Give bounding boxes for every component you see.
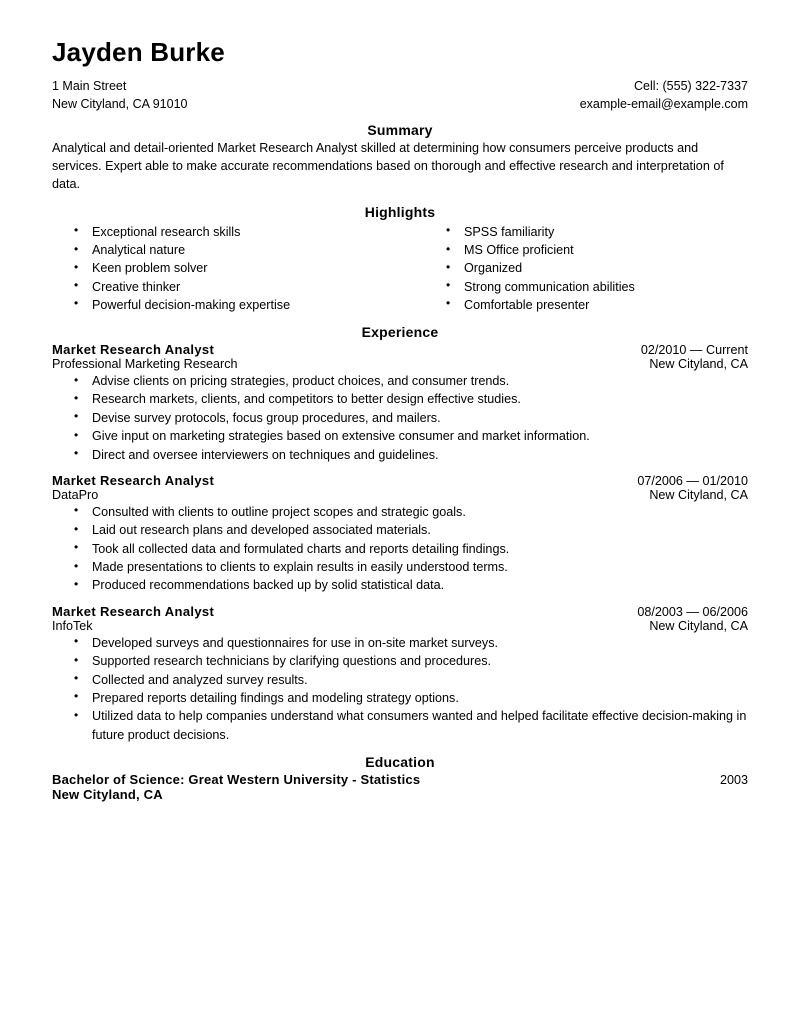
candidate-name: Jayden Burke [52,37,225,67]
highlights-column-left [52,223,400,314]
highlights-column-right [400,223,748,314]
experience-entry [52,604,748,744]
education-location: New Cityland, CA [52,787,163,803]
experience-entry [52,473,748,595]
experience-title-row [52,604,748,619]
education-year: 2003 [719,773,748,788]
summary-heading: Summary [367,122,433,139]
list-item: • Supported research technicians by clarifying questions and procedures. [52,652,748,670]
list-item: • Laid out research plans and developed associated materials. [52,521,748,539]
job-location: New Cityland, CA [649,487,748,502]
experience-entry [52,342,748,464]
job-bullet-list [52,503,748,595]
highlights-columns [52,223,748,314]
list-item: • Give input on marketing strategies based on extensive consumer and market information. [52,427,748,445]
contact-address [52,77,188,113]
job-title: Market Research Analyst [52,472,215,488]
list-item: • Research markets, clients, and competitors to better design effective studies. [52,390,748,408]
list-item: • Collected and analyzed survey results. [52,671,748,689]
list-item: • Analytical nature [52,241,400,259]
address-line-1: 1 Main Street [52,78,127,93]
highlights-list-left [52,223,400,314]
list-item: • SPSS familiarity [424,223,748,241]
contact-row [52,77,748,113]
highlights-heading: Highlights [364,203,436,220]
list-item: • Advise clients on pricing strategies, product choices, and consumer trends. [52,372,748,390]
list-item: • Exceptional research skills [52,223,400,241]
job-dates: 08/2003 — 06/2006 [637,604,748,619]
summary-text: Analytical and detail-oriented Market Research Analyst skilled at determining how consumers perceive products and services. Expert able to make accurate recommendations based on thorough and effective research and interpretation of data. [52,141,724,191]
list-item: • Comfortable presenter [424,296,748,314]
experience-section [52,324,748,744]
job-location: New Cityland, CA [649,618,748,633]
job-dates: 02/2010 — Current [640,343,748,358]
list-item: • Powerful decision-making expertise [52,296,400,314]
email-address: example-email@example.com [579,97,748,112]
resume-header [52,38,748,113]
experience-company-row [52,619,748,633]
education-heading: Education [365,754,435,771]
job-location: New Cityland, CA [649,357,748,372]
job-title: Market Research Analyst [52,342,215,358]
job-company: Professional Marketing Research [52,357,238,372]
list-item: • Organized [424,259,748,277]
list-item: • Consulted with clients to outline project scopes and strategic goals. [52,503,748,521]
address-line-2: New Cityland, CA 91010 [52,97,188,112]
education-degree: Bachelor of Science: Great Western University - Statistics [52,772,421,788]
list-item: • Developed surveys and questionnaires for use in on-site market surveys. [52,634,748,652]
list-item: • Keen problem solver [52,259,400,277]
education-section [52,754,748,802]
contact-details [580,77,748,113]
job-bullet-list [52,634,748,744]
list-item: • Direct and oversee interviewers on techniques and guidelines. [52,446,748,464]
job-dates: 07/2006 — 01/2010 [637,473,748,488]
list-item: • Produced recommendations backed up by solid statistical data. [52,576,748,594]
list-item: • Devise survey protocols, focus group procedures, and mailers. [52,409,748,427]
highlights-section [52,204,748,314]
job-title: Market Research Analyst [52,603,215,619]
phone-number: Cell: (555) 322-7337 [634,78,748,93]
list-item: • Utilized data to help companies understand what consumers wanted and helped facilitate effective decision-making in future product decisions. [52,707,748,744]
experience-company-row [52,488,748,502]
education-degree-row [52,772,748,787]
list-item: • Prepared reports detailing findings and modeling strategy options. [52,689,748,707]
experience-title-row [52,473,748,488]
list-item: • Took all collected data and formulated charts and reports detailing findings. [52,540,748,558]
experience-heading: Experience [361,324,439,341]
job-bullet-list [52,372,748,464]
list-item: • Strong communication abilities [424,278,748,296]
list-item: • Made presentations to clients to explain results in easily understood terms. [52,558,748,576]
list-item: • Creative thinker [52,278,400,296]
highlights-list-right [424,223,748,314]
experience-title-row [52,342,748,357]
experience-company-row [52,357,748,371]
list-item: • MS Office proficient [424,241,748,259]
job-company: InfoTek [52,618,93,633]
job-company: DataPro [52,487,99,502]
summary-section [52,122,748,194]
